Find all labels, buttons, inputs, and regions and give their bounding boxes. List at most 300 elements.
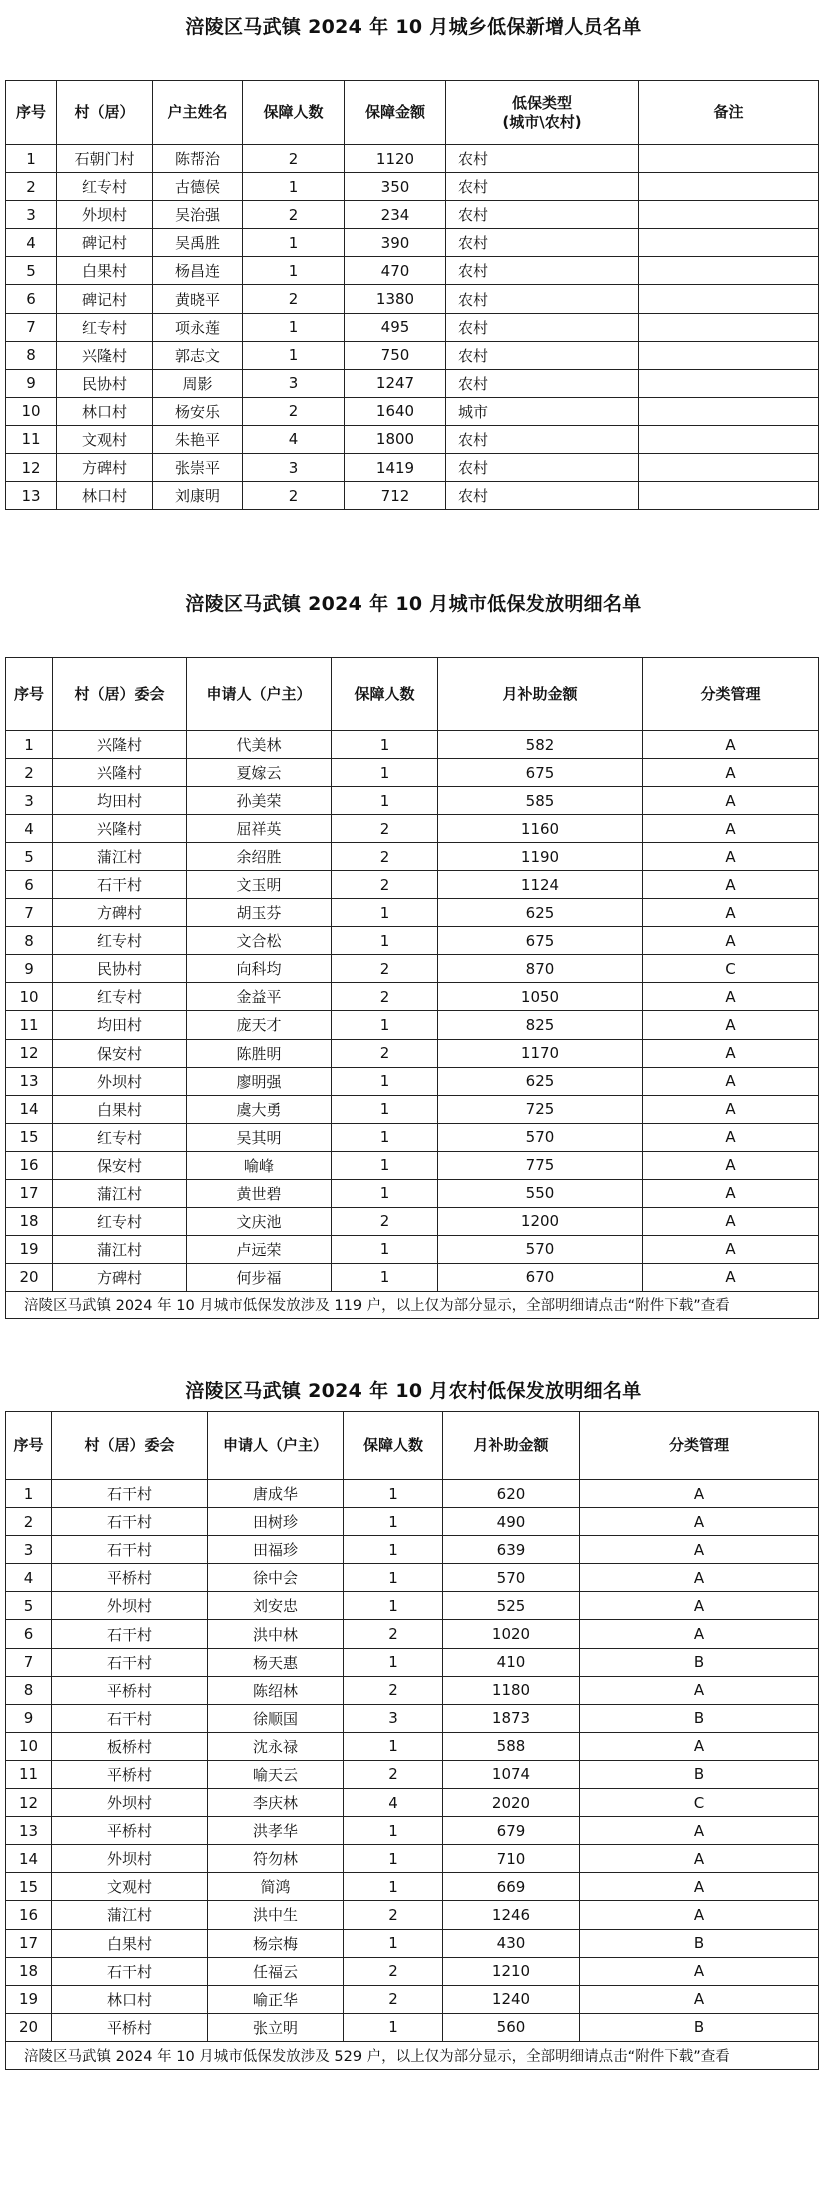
cell-amount: 1380	[345, 285, 446, 313]
col-header-monthly-amount: 月补助金额	[438, 658, 643, 731]
cell-village-committee: 外坝村	[52, 1845, 208, 1873]
cell-index: 13	[6, 1817, 52, 1845]
cell-category: A	[643, 983, 819, 1011]
cell-category: A	[643, 871, 819, 899]
cell-index: 11	[6, 1011, 53, 1039]
cell-persons: 2	[344, 1676, 443, 1704]
cell-index: 7	[6, 899, 53, 927]
cell-applicant: 李庆林	[208, 1789, 344, 1817]
cell-village-committee: 平桥村	[52, 1676, 208, 1704]
cell-category: A	[643, 843, 819, 871]
table-row	[6, 341, 819, 369]
cell-category: C	[643, 955, 819, 983]
cell-monthly-amount: 1180	[443, 1676, 580, 1704]
table-row	[6, 1235, 819, 1263]
cell-village-committee: 白果村	[52, 1929, 208, 1957]
cell-monthly-amount: 725	[438, 1095, 643, 1123]
cell-category: A	[643, 1067, 819, 1095]
cell-persons: 1	[344, 1536, 443, 1564]
cell-village-committee: 兴隆村	[53, 759, 187, 787]
cell-remarks	[639, 313, 819, 341]
cell-monthly-amount: 430	[443, 1929, 580, 1957]
cell-category: A	[580, 1480, 819, 1508]
cell-village: 外坝村	[57, 201, 153, 229]
cell-index: 4	[6, 1564, 52, 1592]
cell-category: A	[580, 1620, 819, 1648]
cell-householder: 吴治强	[153, 201, 243, 229]
cell-village-committee: 白果村	[53, 1095, 187, 1123]
cell-village: 红专村	[57, 313, 153, 341]
cell-index: 16	[6, 1151, 53, 1179]
table-row	[6, 1929, 819, 1957]
cell-amount: 712	[345, 482, 446, 510]
cell-persons: 1	[344, 1564, 443, 1592]
cell-category: A	[643, 1179, 819, 1207]
cell-persons: 1	[332, 1011, 438, 1039]
table-row	[6, 1620, 819, 1648]
cell-applicant: 徐顺国	[208, 1704, 344, 1732]
cell-index: 5	[6, 1592, 52, 1620]
cell-monthly-amount: 410	[443, 1648, 580, 1676]
cell-village-committee: 民协村	[53, 955, 187, 983]
cell-persons: 1	[332, 759, 438, 787]
cell-village-committee: 均田村	[53, 787, 187, 815]
cell-index: 19	[6, 1985, 52, 2013]
table-row	[6, 927, 819, 955]
header-row	[6, 1412, 819, 1480]
table-row	[6, 1732, 819, 1760]
cell-persons: 1	[344, 1648, 443, 1676]
cell-category: A	[580, 1845, 819, 1873]
table-row	[6, 285, 819, 313]
cell-index: 14	[6, 1845, 52, 1873]
cell-category: B	[580, 2013, 819, 2041]
cell-index: 20	[6, 1263, 53, 1291]
cell-persons: 1	[243, 313, 345, 341]
cell-index: 2	[6, 759, 53, 787]
cell-category: A	[643, 1011, 819, 1039]
cell-applicant: 孙美荣	[187, 787, 332, 815]
cell-applicant: 何步福	[187, 1263, 332, 1291]
cell-village-committee: 林口村	[52, 1985, 208, 2013]
cell-category: A	[580, 1592, 819, 1620]
cell-category: A	[643, 731, 819, 759]
cell-amount: 1419	[345, 454, 446, 482]
col-header-persons: 保障人数	[332, 658, 438, 731]
cell-index: 17	[6, 1929, 52, 1957]
cell-monthly-amount: 570	[443, 1564, 580, 1592]
cell-index: 11	[6, 1760, 52, 1788]
cell-remarks	[639, 145, 819, 173]
cell-applicant: 杨天惠	[208, 1648, 344, 1676]
cell-applicant: 余绍胜	[187, 843, 332, 871]
cell-village-committee: 保安村	[53, 1039, 187, 1067]
cell-monthly-amount: 620	[443, 1480, 580, 1508]
cell-village-committee: 平桥村	[52, 1817, 208, 1845]
urban-footnote: 涪陵区马武镇 2024 年 10 月城市低保发放涉及 119 户，以上仅为部分显示，全部明细请点击“附件下载”查看	[6, 1291, 819, 1318]
cell-village-committee: 蒲江村	[53, 843, 187, 871]
cell-persons: 1	[332, 927, 438, 955]
cell-index: 10	[6, 397, 57, 425]
cell-type: 城市	[446, 397, 639, 425]
cell-village-committee: 外坝村	[52, 1789, 208, 1817]
cell-persons: 1	[344, 1929, 443, 1957]
cell-type: 农村	[446, 425, 639, 453]
table-row	[6, 1648, 819, 1676]
cell-category: A	[643, 787, 819, 815]
cell-householder: 陈帮治	[153, 145, 243, 173]
cell-index: 4	[6, 229, 57, 257]
cell-type: 农村	[446, 145, 639, 173]
cell-applicant: 洪孝华	[208, 1817, 344, 1845]
cell-persons: 2	[344, 1760, 443, 1788]
cell-applicant: 洪中生	[208, 1901, 344, 1929]
cell-householder: 吴禹胜	[153, 229, 243, 257]
cell-householder: 刘康明	[153, 482, 243, 510]
urban-allowance-title: 涪陵区马武镇 2024 年 10 月城市低保发放明细名单	[185, 593, 642, 615]
cell-index: 6	[6, 1620, 52, 1648]
footnote-row	[6, 1291, 819, 1318]
cell-village-committee: 保安村	[53, 1151, 187, 1179]
cell-persons: 1	[332, 1067, 438, 1095]
cell-persons: 1	[332, 1179, 438, 1207]
col-header-persons: 保障人数	[344, 1412, 443, 1480]
cell-monthly-amount: 560	[443, 2013, 580, 2041]
new-recipients-table	[5, 80, 819, 510]
table-row	[6, 1985, 819, 2013]
cell-applicant: 夏嫁云	[187, 759, 332, 787]
cell-village-committee: 均田村	[53, 1011, 187, 1039]
cell-monthly-amount: 582	[438, 731, 643, 759]
cell-village-committee: 方碑村	[53, 1263, 187, 1291]
cell-persons: 2	[344, 1957, 443, 1985]
table-row	[6, 1817, 819, 1845]
col-header-applicant: 申请人（户主）	[187, 658, 332, 731]
cell-type: 农村	[446, 482, 639, 510]
cell-category: A	[643, 1095, 819, 1123]
cell-category: A	[580, 1732, 819, 1760]
col-header-amount: 保障金额	[345, 81, 446, 145]
col-header-remarks: 备注	[639, 81, 819, 145]
cell-index: 18	[6, 1957, 52, 1985]
cell-applicant: 黄世碧	[187, 1179, 332, 1207]
cell-index: 8	[6, 1676, 52, 1704]
cell-village-committee: 石干村	[52, 1648, 208, 1676]
table-row	[6, 1123, 819, 1151]
cell-monthly-amount: 588	[443, 1732, 580, 1760]
cell-amount: 1120	[345, 145, 446, 173]
cell-applicant: 陈胜明	[187, 1039, 332, 1067]
table-row	[6, 1536, 819, 1564]
col-header-householder: 户主姓名	[153, 81, 243, 145]
cell-type: 农村	[446, 201, 639, 229]
cell-remarks	[639, 425, 819, 453]
cell-applicant: 喻天云	[208, 1760, 344, 1788]
cell-householder: 古德侯	[153, 173, 243, 201]
cell-amount: 350	[345, 173, 446, 201]
cell-monthly-amount: 670	[438, 1263, 643, 1291]
cell-village-committee: 平桥村	[52, 2013, 208, 2041]
cell-monthly-amount: 1170	[438, 1039, 643, 1067]
cell-persons: 1	[344, 1817, 443, 1845]
cell-village-committee: 蒲江村	[52, 1901, 208, 1929]
cell-applicant: 文合松	[187, 927, 332, 955]
cell-village: 民协村	[57, 369, 153, 397]
cell-persons: 1	[243, 341, 345, 369]
table-row	[6, 1263, 819, 1291]
cell-monthly-amount: 710	[443, 1845, 580, 1873]
cell-persons: 1	[332, 1095, 438, 1123]
cell-amount: 1800	[345, 425, 446, 453]
cell-index: 13	[6, 482, 57, 510]
cell-persons: 3	[243, 454, 345, 482]
cell-index: 3	[6, 787, 53, 815]
cell-village-committee: 文观村	[52, 1873, 208, 1901]
cell-applicant: 符勿林	[208, 1845, 344, 1873]
cell-persons: 2	[332, 1207, 438, 1235]
cell-index: 1	[6, 731, 53, 759]
cell-persons: 1	[344, 1732, 443, 1760]
cell-householder: 郭志文	[153, 341, 243, 369]
cell-persons: 2	[332, 983, 438, 1011]
cell-village: 碑记村	[57, 285, 153, 313]
cell-village: 兴隆村	[57, 341, 153, 369]
cell-applicant: 张立明	[208, 2013, 344, 2041]
cell-village: 红专村	[57, 173, 153, 201]
cell-persons: 1	[344, 2013, 443, 2041]
cell-remarks	[639, 369, 819, 397]
cell-householder: 杨安乐	[153, 397, 243, 425]
cell-village-committee: 方碑村	[53, 899, 187, 927]
cell-village-committee: 外坝村	[52, 1592, 208, 1620]
table-row	[6, 1901, 819, 1929]
cell-village-committee: 蒲江村	[53, 1179, 187, 1207]
table-row	[6, 1873, 819, 1901]
cell-type: 农村	[446, 341, 639, 369]
cell-type: 农村	[446, 257, 639, 285]
cell-index: 1	[6, 145, 57, 173]
cell-persons: 2	[332, 815, 438, 843]
cell-index: 15	[6, 1873, 52, 1901]
cell-persons: 1	[332, 1151, 438, 1179]
cell-applicant: 金益平	[187, 983, 332, 1011]
cell-index: 12	[6, 1039, 53, 1067]
cell-persons: 1	[344, 1845, 443, 1873]
cell-applicant: 陈绍林	[208, 1676, 344, 1704]
cell-index: 8	[6, 341, 57, 369]
cell-index: 2	[6, 1508, 52, 1536]
cell-applicant: 文玉明	[187, 871, 332, 899]
cell-index: 7	[6, 1648, 52, 1676]
footnote-row	[6, 2041, 819, 2069]
cell-village: 石朝门村	[57, 145, 153, 173]
cell-applicant: 虞大勇	[187, 1095, 332, 1123]
cell-category: A	[643, 1039, 819, 1067]
cell-index: 5	[6, 257, 57, 285]
cell-monthly-amount: 625	[438, 1067, 643, 1095]
cell-applicant: 喻正华	[208, 1985, 344, 2013]
table-row	[6, 983, 819, 1011]
col-header-index: 序号	[6, 1412, 52, 1480]
cell-applicant: 屈祥英	[187, 815, 332, 843]
col-header-category: 分类管理	[643, 658, 819, 731]
cell-monthly-amount: 550	[438, 1179, 643, 1207]
cell-persons: 1	[332, 731, 438, 759]
cell-monthly-amount: 870	[438, 955, 643, 983]
rural-allowance-table	[5, 1411, 819, 2070]
cell-category: B	[580, 1929, 819, 1957]
cell-village: 林口村	[57, 397, 153, 425]
table-row	[6, 1704, 819, 1732]
cell-index: 12	[6, 1789, 52, 1817]
table-row	[6, 787, 819, 815]
table-row	[6, 482, 819, 510]
cell-persons: 2	[243, 201, 345, 229]
table-row	[6, 397, 819, 425]
table-row	[6, 899, 819, 927]
table-row	[6, 843, 819, 871]
col-header-village-committee: 村（居）委会	[53, 658, 187, 731]
cell-village-committee: 石干村	[52, 1480, 208, 1508]
cell-monthly-amount: 1873	[443, 1704, 580, 1732]
cell-type: 农村	[446, 454, 639, 482]
cell-applicant: 向科均	[187, 955, 332, 983]
table-row	[6, 1957, 819, 1985]
cell-persons: 1	[332, 1235, 438, 1263]
table-row	[6, 145, 819, 173]
cell-remarks	[639, 454, 819, 482]
cell-village-committee: 红专村	[53, 1207, 187, 1235]
cell-householder: 杨昌连	[153, 257, 243, 285]
cell-index: 6	[6, 871, 53, 899]
cell-index: 14	[6, 1095, 53, 1123]
cell-applicant: 喻峰	[187, 1151, 332, 1179]
table-row	[6, 1151, 819, 1179]
table-row	[6, 815, 819, 843]
cell-monthly-amount: 1074	[443, 1760, 580, 1788]
cell-type: 农村	[446, 229, 639, 257]
cell-village: 碑记村	[57, 229, 153, 257]
table-row	[6, 257, 819, 285]
cell-village-committee: 石干村	[53, 871, 187, 899]
cell-index: 11	[6, 425, 57, 453]
cell-category: A	[580, 1957, 819, 1985]
cell-type: 农村	[446, 369, 639, 397]
cell-monthly-amount: 490	[443, 1508, 580, 1536]
cell-category: A	[643, 1207, 819, 1235]
cell-persons: 2	[332, 955, 438, 983]
table-row	[6, 1508, 819, 1536]
cell-monthly-amount: 525	[443, 1592, 580, 1620]
cell-village-committee: 石干村	[52, 1704, 208, 1732]
cell-amount: 390	[345, 229, 446, 257]
cell-monthly-amount: 669	[443, 1873, 580, 1901]
cell-index: 9	[6, 369, 57, 397]
cell-village-committee: 兴隆村	[53, 815, 187, 843]
cell-index: 20	[6, 2013, 52, 2041]
col-header-type: 低保类型 (城市\农村)	[446, 81, 639, 145]
cell-persons: 1	[332, 787, 438, 815]
rural-allowance-title: 涪陵区马武镇 2024 年 10 月农村低保发放明细名单	[185, 1380, 642, 1402]
cell-index: 10	[6, 1732, 52, 1760]
cell-monthly-amount: 625	[438, 899, 643, 927]
cell-village-committee: 外坝村	[53, 1067, 187, 1095]
cell-persons: 2	[243, 145, 345, 173]
table-row	[6, 1480, 819, 1508]
cell-type: 农村	[446, 313, 639, 341]
col-header-monthly-amount: 月补助金额	[443, 1412, 580, 1480]
table-row	[6, 229, 819, 257]
cell-remarks	[639, 173, 819, 201]
table-row	[6, 369, 819, 397]
col-header-index: 序号	[6, 81, 57, 145]
cell-index: 17	[6, 1179, 53, 1207]
table-row	[6, 1760, 819, 1788]
cell-applicant: 徐中会	[208, 1564, 344, 1592]
cell-monthly-amount: 2020	[443, 1789, 580, 1817]
cell-category: A	[643, 815, 819, 843]
cell-category: A	[580, 1817, 819, 1845]
table-row	[6, 1789, 819, 1817]
cell-monthly-amount: 1210	[443, 1957, 580, 1985]
cell-monthly-amount: 585	[438, 787, 643, 815]
cell-category: A	[643, 1123, 819, 1151]
cell-remarks	[639, 397, 819, 425]
cell-monthly-amount: 675	[438, 759, 643, 787]
cell-index: 13	[6, 1067, 53, 1095]
cell-type: 农村	[446, 173, 639, 201]
cell-village: 林口村	[57, 482, 153, 510]
cell-monthly-amount: 570	[438, 1235, 643, 1263]
cell-monthly-amount: 570	[438, 1123, 643, 1151]
table-row	[6, 1011, 819, 1039]
table-row	[6, 759, 819, 787]
table-row	[6, 1564, 819, 1592]
cell-persons: 2	[243, 482, 345, 510]
cell-applicant: 胡玉芬	[187, 899, 332, 927]
cell-remarks	[639, 201, 819, 229]
cell-applicant: 吴其明	[187, 1123, 332, 1151]
cell-applicant: 庞天才	[187, 1011, 332, 1039]
cell-persons: 2	[344, 1620, 443, 1648]
cell-monthly-amount: 639	[443, 1536, 580, 1564]
cell-remarks	[639, 257, 819, 285]
cell-monthly-amount: 1124	[438, 871, 643, 899]
cell-index: 15	[6, 1123, 53, 1151]
cell-monthly-amount: 1246	[443, 1901, 580, 1929]
cell-index: 4	[6, 815, 53, 843]
cell-category: B	[580, 1648, 819, 1676]
table-row	[6, 425, 819, 453]
cell-applicant: 代美林	[187, 731, 332, 759]
cell-persons: 1	[332, 1123, 438, 1151]
cell-village-committee: 蒲江村	[53, 1235, 187, 1263]
col-header-index: 序号	[6, 658, 53, 731]
cell-village-committee: 红专村	[53, 927, 187, 955]
cell-amount: 750	[345, 341, 446, 369]
cell-village: 文观村	[57, 425, 153, 453]
cell-persons: 1	[332, 1263, 438, 1291]
cell-village-committee: 平桥村	[52, 1760, 208, 1788]
new-recipients-title: 涪陵区马武镇 2024 年 10 月城乡低保新增人员名单	[185, 16, 642, 38]
cell-category: A	[580, 1873, 819, 1901]
cell-index: 19	[6, 1235, 53, 1263]
cell-monthly-amount: 775	[438, 1151, 643, 1179]
cell-category: A	[580, 1536, 819, 1564]
cell-persons: 2	[243, 397, 345, 425]
table-row	[6, 313, 819, 341]
cell-applicant: 洪中林	[208, 1620, 344, 1648]
